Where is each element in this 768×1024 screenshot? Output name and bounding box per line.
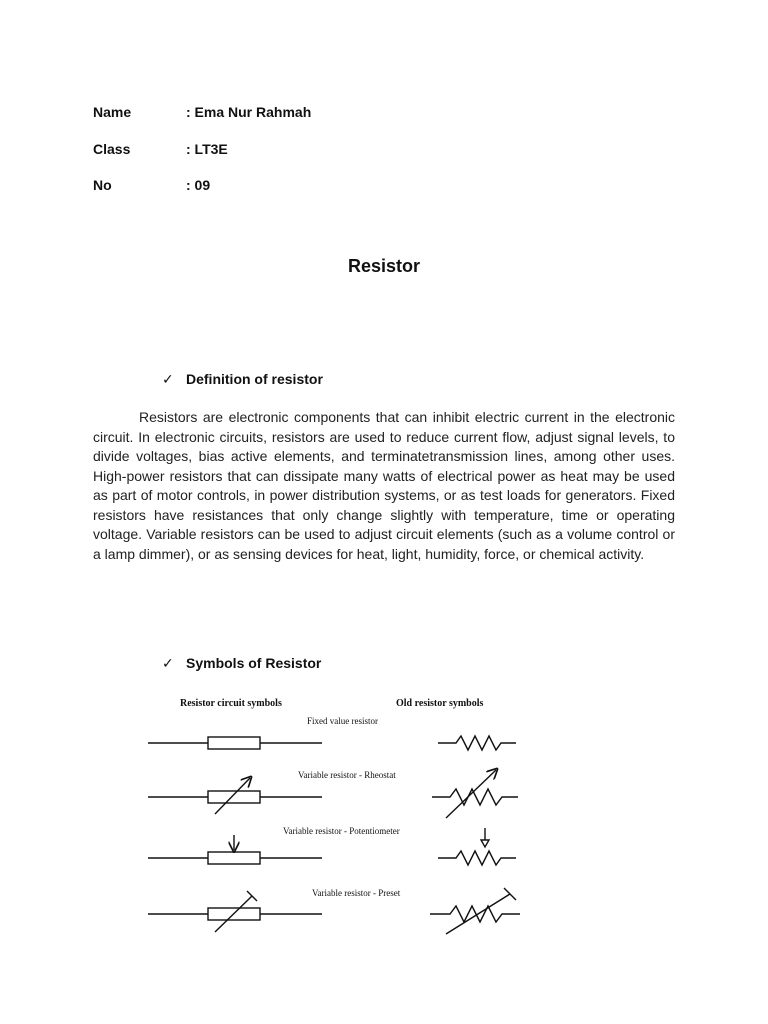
definition-heading-text: Definition of resistor: [186, 371, 323, 387]
definition-paragraph: [93, 408, 675, 564]
old-fixed-resistor-symbol: [438, 736, 516, 750]
figure-header-left: Resistor circuit symbols: [180, 698, 282, 709]
label-fixed-resistor: Fixed value resistor: [307, 716, 378, 726]
checkmark-icon: ✓: [162, 655, 174, 671]
name-value: : Ema Nur Rahmah: [186, 104, 312, 120]
page-title: Resistor: [347, 256, 421, 276]
definition-paragraph-text: Resistors are electronic components that can inhibit electric current in the electronic circuit. In electronic circuits, resistors are used to reduce current flow, adjust signal levels, to divide voltages, bias active elements, and terminatetransmission lines, among other uses. High-power resistors that can dissipate many watts of electrical power as heat may be used as part of motor controls, in power distribution systems, or as test loads for generators. Fixed resistors have resistances that only change slightly with temperature, time or operating voltage. Variable resistors can be used to adjust circuit elements (such as a volume control or a lamp dimmer), or as sensing devices for heat, light, humidity, force, or chemical activity.: [93, 409, 675, 562]
figure-header-right: Old resistor symbols: [396, 698, 484, 709]
section-heading-definition: [162, 371, 323, 388]
preset-symbol: [148, 891, 322, 932]
checkmark-icon: ✓: [162, 371, 174, 387]
old-preset-symbol: [430, 888, 520, 934]
symbols-heading-text: Symbols of Resistor: [186, 655, 322, 671]
class-value: : LT3E: [186, 141, 228, 157]
fixed-resistor-symbol: [148, 737, 322, 749]
section-heading-symbols: [162, 655, 321, 672]
no-value: : 09: [186, 177, 211, 193]
potentiometer-symbol: [148, 835, 322, 864]
rheostat-symbol: [148, 778, 322, 814]
old-potentiometer-symbol: [438, 828, 516, 865]
old-rheostat-symbol: [432, 770, 518, 818]
label-potentiometer: Variable resistor - Potentiometer: [283, 826, 400, 836]
label-preset: Variable resistor - Preset: [312, 888, 401, 898]
no-label: No: [93, 177, 112, 193]
name-label: Name: [93, 104, 132, 120]
resistor-symbols-figure: [140, 690, 540, 940]
label-rheostat: Variable resistor - Rheostat: [298, 770, 396, 780]
class-label: Class: [93, 141, 131, 157]
